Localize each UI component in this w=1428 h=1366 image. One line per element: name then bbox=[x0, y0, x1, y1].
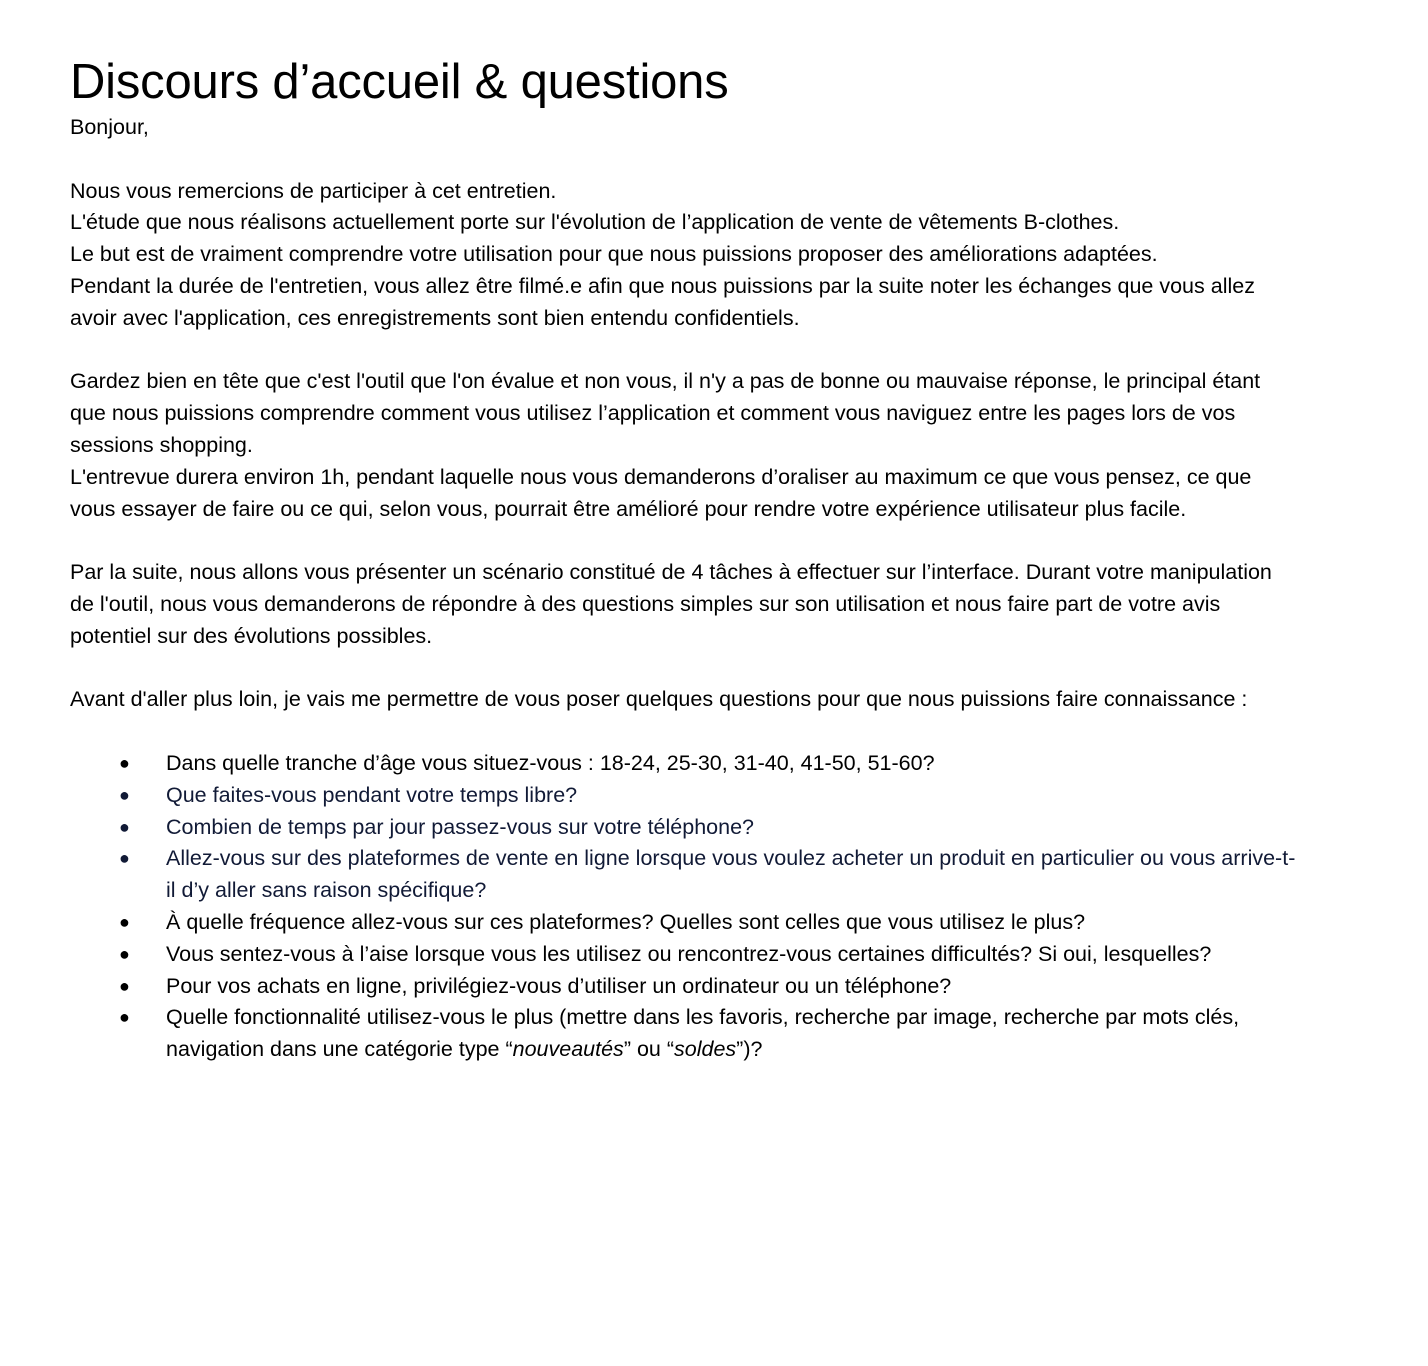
guidance-line-2: L'entrevue durera environ 1h, pendant laquelle nous vous demanderons d’oraliser au maximum ce que vous pensez, ce que vous essayer de faire ou ce qui, selon vous, pourrait être amélioré pour rendre votre expérience utilisateur plus facile. bbox=[70, 464, 1252, 521]
list-item bbox=[70, 780, 1300, 812]
intro-line-1: Nous vous remercions de participer à cet entretien. bbox=[70, 178, 557, 203]
bullet-icon: ● bbox=[119, 848, 130, 869]
bullet-icon: ● bbox=[119, 975, 130, 996]
bullet-icon: ● bbox=[119, 943, 130, 964]
document-page bbox=[70, 52, 1300, 1066]
before-paragraph: Avant d'aller plus loin, je vais me permettre de vous poser quelques questions pour que nous puissions faire connaissance : bbox=[70, 687, 1248, 712]
guidance-paragraph bbox=[70, 366, 1300, 525]
question-text: À quelle fréquence allez-vous sur ces plateformes? Quelles sont celles que vous utilisez le plus? bbox=[166, 909, 1086, 934]
question-text: Combien de temps par jour passez-vous sur votre téléphone? bbox=[166, 814, 754, 839]
list-item bbox=[70, 748, 1300, 780]
question-text: Dans quelle tranche d’âge vous situez-vous : 18-24, 25-30, 31-40, 41-50, 51-60? bbox=[166, 750, 935, 775]
list-item bbox=[70, 1002, 1300, 1066]
intro-line-2: L'étude que nous réalisons actuellement porte sur l'évolution de l’application de vente de vêtements B-clothes. bbox=[70, 210, 1120, 235]
italic-nouveautes: nouveautés bbox=[512, 1037, 624, 1062]
list-item bbox=[70, 843, 1300, 907]
list-item bbox=[70, 971, 1300, 1003]
question-text: Que faites-vous pendant votre temps libre? bbox=[166, 782, 578, 807]
bullet-icon: ● bbox=[119, 911, 130, 932]
list-item bbox=[70, 939, 1300, 971]
scenario-paragraph: Par la suite, nous allons vous présenter un scénario constitué de 4 tâches à effectuer sur l’interface. Durant votre manipulation de l'outil, nous vous demanderons de répondre à des questions simples sur son utilisation et nous faire part de votre avis potentiel sur des évolutions possibles. bbox=[70, 560, 1272, 648]
question-part-1: Quelle fonctionnalité utilisez-vous le plus (mettre dans les favoris, recherche par image, recherche par mots clés, navigation dans une catégorie type “ bbox=[166, 1005, 1240, 1062]
bullet-icon: ● bbox=[119, 1007, 130, 1028]
intro-line-4: Pendant la durée de l'entretien, vous allez être filmé.e afin que nous puissions par la suite noter les échanges que vous allez avoir avec l'application, ces enregistrements sont bien entendu confidentiels. bbox=[70, 273, 1255, 330]
question-text: Allez-vous sur des plateformes de vente en ligne lorsque vous voulez acheter un produit en particulier ou vous arrive-t-il d’y aller sans raison spécifique? bbox=[166, 846, 1296, 903]
bullet-icon: ● bbox=[119, 784, 130, 805]
intro-paragraph bbox=[70, 176, 1300, 335]
questions-list bbox=[70, 748, 1300, 1066]
question-text: Vous sentez-vous à l’aise lorsque vous les utilisez ou rencontrez-vous certaines difficultés? Si oui, lesquelles? bbox=[166, 941, 1212, 966]
question-text-last bbox=[166, 1005, 1239, 1061]
list-item bbox=[70, 812, 1300, 844]
question-text: Pour vos achats en ligne, privilégiez-vous d’utiliser un ordinateur ou un téléphone? bbox=[166, 973, 952, 998]
question-part-3: ”)? bbox=[736, 1037, 763, 1062]
page-title: Discours d’accueil & questions bbox=[70, 55, 729, 109]
bullet-icon: ● bbox=[119, 816, 130, 837]
bullet-icon: ● bbox=[119, 752, 130, 773]
intro-line-3: Le but est de vraiment comprendre votre utilisation pour que nous puissions proposer des améliorations adaptées. bbox=[70, 242, 1158, 267]
document-body bbox=[70, 112, 1300, 1066]
italic-soldes: soldes bbox=[674, 1037, 737, 1062]
greeting: Bonjour, bbox=[70, 115, 149, 139]
list-item bbox=[70, 907, 1300, 939]
guidance-line-1: Gardez bien en tête que c'est l'outil que l'on évalue et non vous, il n'y a pas de bonne ou mauvaise réponse, le principal étant que nous puissions comprendre comment vous utilisez l’application et comment vous naviguez entre les pages lors de vos sessions shopping. bbox=[70, 369, 1261, 457]
question-part-2: ” ou “ bbox=[623, 1037, 674, 1062]
